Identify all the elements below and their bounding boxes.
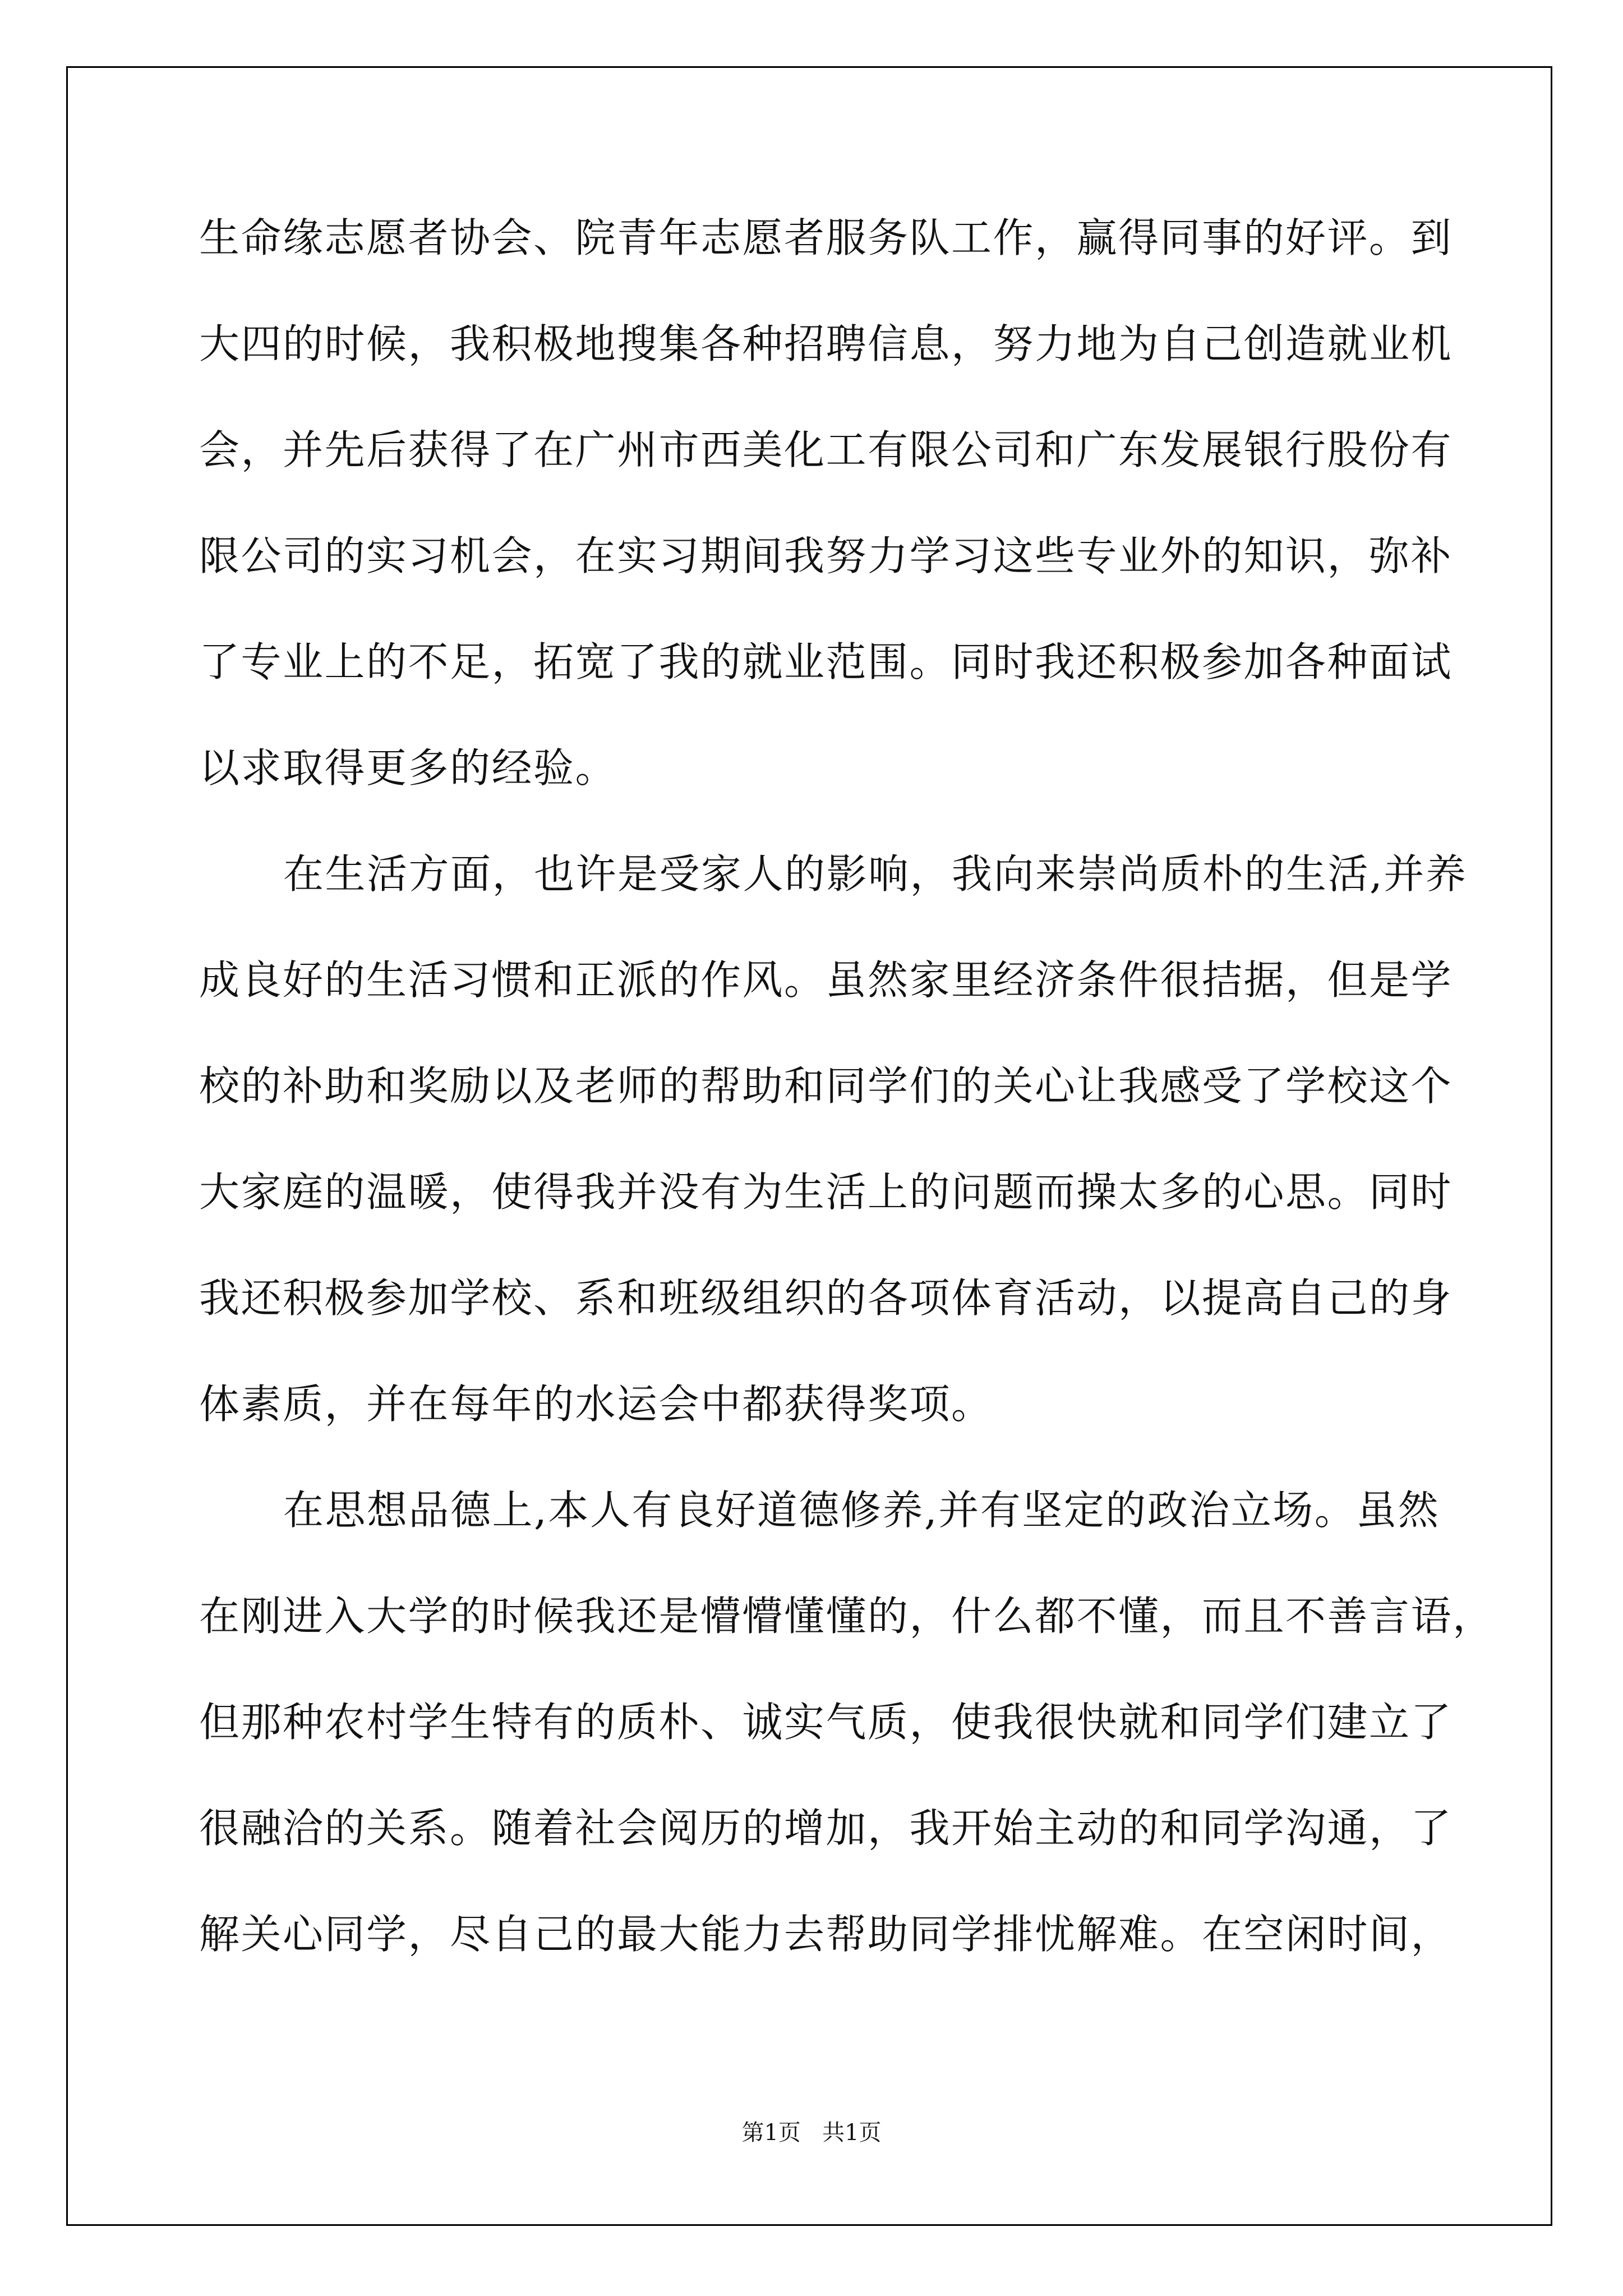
text-line: 会，并先后获得了在广州市西美化工有限公司和广东发展银行股份有 [199, 426, 1453, 473]
text-line: 在刚进入大学的时候我还是懵懵懂懂的，什么都不懂，而且不善言语， [199, 1593, 1495, 1640]
text-line: 成良好的生活习惯和正派的作风。虽然家里经济条件很拮据，但是学 [199, 956, 1453, 1004]
text-line: 校的补助和奖励以及老师的帮助和同学们的关心让我感受了学校这个 [199, 1062, 1453, 1110]
text-line: 以求取得更多的经验。 [199, 744, 617, 792]
text-line: 在生活方面，也许是受家人的影响，我向来崇尚质朴的生活,并养 [283, 850, 1468, 898]
text-line: 但那种农村学生特有的质朴、诚实气质，使我很快就和同学们建立了 [199, 1699, 1453, 1746]
page-footer [0, 2115, 1623, 2147]
text-line: 大家庭的温暖，使得我并没有为生活上的问题而操太多的心思。同时 [199, 1168, 1453, 1216]
text-line: 我还积极参加学校、系和班级组织的各项体育活动，以提高自己的身 [199, 1274, 1453, 1322]
document-body [199, 185, 1495, 1987]
text-line: 生命缘志愿者协会、院青年志愿者服务队工作，赢得同事的好评。到 [199, 214, 1453, 261]
text-line: 很融洽的关系。随着社会阅历的增加，我开始主动的和同学沟通，了 [199, 1805, 1453, 1852]
text-line: 限公司的实习机会，在实习期间我努力学习这些专业外的知识，弥补 [199, 532, 1453, 579]
footer-gap [801, 2120, 822, 2146]
text-line: 在思想品德上,本人有良好道德修养,并有坚定的政治立场。虽然 [283, 1487, 1440, 1534]
text-line: 体素质，并在每年的水运会中都获得奖项。 [199, 1381, 993, 1428]
page-total: 共1页 [822, 2120, 882, 2146]
text-line: 大四的时候，我积极地搜集各种招聘信息，努力地为自己创造就业机 [199, 320, 1453, 367]
page-number: 第1页 [741, 2120, 801, 2146]
text-line: 了专业上的不足，拓宽了我的就业范围。同时我还积极参加各种面试 [199, 638, 1453, 685]
text-line: 解关心同学，尽自己的最大能力去帮助同学排忧解难。在空闲时间， [199, 1911, 1453, 1958]
